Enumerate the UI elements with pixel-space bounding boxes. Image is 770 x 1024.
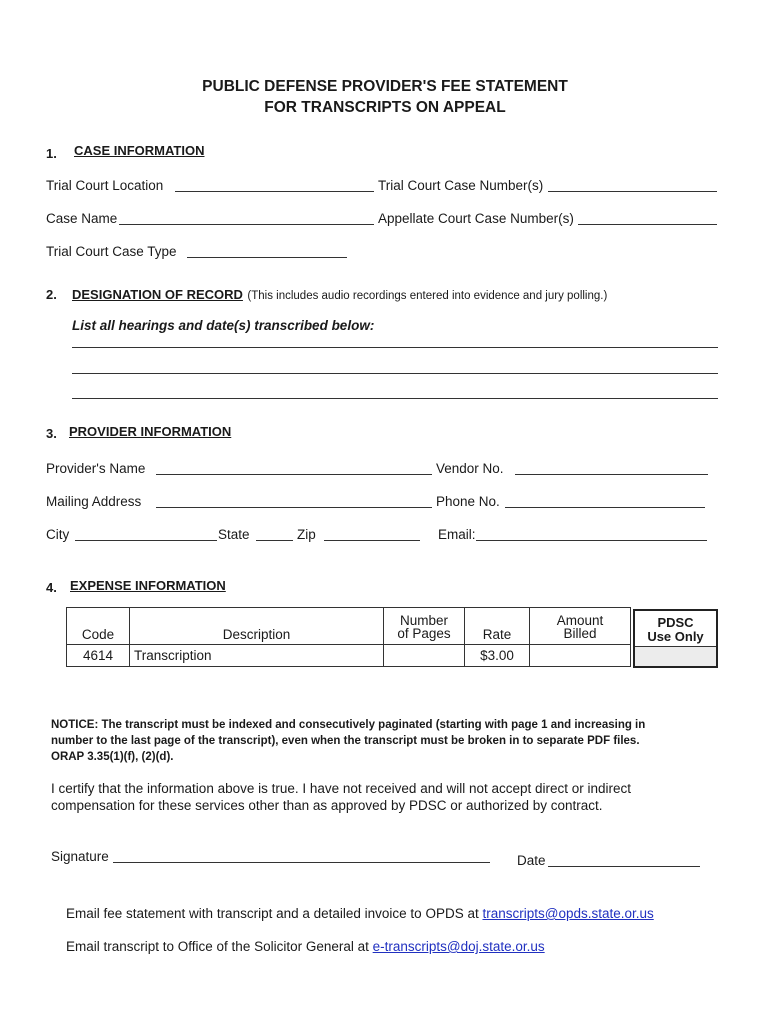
pdsc-header — [635, 611, 716, 647]
email-instruction-2-text: Email transcript to Office of the Solicitor General at — [66, 939, 373, 954]
row-amount-billed-field[interactable] — [530, 645, 631, 667]
appellate-case-number-label: Appellate Court Case Number(s) — [378, 211, 574, 226]
row-description: Transcription — [130, 645, 384, 667]
mailing-address-field[interactable] — [156, 507, 432, 508]
pdsc-line2: Use Only — [647, 629, 704, 644]
date-field[interactable] — [548, 866, 700, 867]
email-instruction-1-text: Email fee statement with transcript and a detailed invoice to OPDS at — [66, 906, 483, 921]
expense-row — [67, 645, 631, 667]
pdsc-use-only-box — [633, 609, 718, 668]
section1-number: 1. — [46, 146, 57, 161]
trial-court-location-label: Trial Court Location — [46, 178, 164, 193]
form-title-line2: FOR TRANSCRIPTS ON APPEAL — [264, 99, 506, 116]
header-billed-line1: Amount — [556, 613, 604, 628]
hearings-line-1[interactable] — [72, 347, 718, 348]
header-number-of-pages — [384, 608, 465, 645]
section4-heading-text: EXPENSE INFORMATION — [70, 578, 226, 593]
zip-label: Zip — [297, 527, 316, 542]
phone-no-field[interactable] — [505, 507, 705, 508]
trial-court-case-type-label: Trial Court Case Type — [46, 244, 177, 259]
header-pages-line1: Number — [399, 613, 448, 628]
section2-note: (This includes audio recordings entered into evidence and jury polling.) — [247, 290, 608, 302]
notice-line3: ORAP 3.35(1)(f), (2)(d). — [51, 751, 174, 763]
city-label: City — [46, 527, 70, 542]
case-name-field[interactable] — [119, 224, 374, 225]
section3-heading — [69, 424, 231, 439]
section2-heading-row — [72, 286, 607, 304]
case-name-label: Case Name — [46, 211, 118, 226]
doj-email-link[interactable]: e-transcripts@doj.state.or.us — [372, 939, 545, 954]
mailing-address-label: Mailing Address — [46, 494, 142, 509]
appellate-case-number-field[interactable] — [578, 224, 717, 225]
expense-header-row — [67, 608, 631, 645]
section1-heading — [74, 143, 204, 158]
trial-court-location-field[interactable] — [175, 191, 374, 192]
hearings-list-label: List all hearings and date(s) transcribed below: — [72, 318, 375, 333]
section2-number: 2. — [46, 287, 57, 302]
vendor-no-label: Vendor No. — [436, 461, 504, 476]
city-field[interactable] — [75, 540, 217, 541]
row-pages-field[interactable] — [384, 645, 465, 667]
expense-table — [66, 607, 631, 667]
email-instruction-2 — [66, 939, 545, 954]
opds-email-link[interactable]: transcripts@opds.state.or.us — [482, 906, 654, 921]
header-description: Description — [130, 608, 384, 645]
header-billed-line2: Billed — [563, 626, 597, 641]
section1-heading-text: CASE INFORMATION — [74, 143, 205, 158]
date-label: Date — [517, 853, 546, 868]
vendor-no-field[interactable] — [515, 474, 708, 475]
notice-line1: NOTICE: The transcript must be indexed and consecutively paginated (starting with page 1 and increasing in — [51, 719, 646, 731]
section3-number: 3. — [46, 426, 57, 441]
hearings-line-2[interactable] — [72, 373, 718, 374]
section4-heading — [70, 578, 226, 593]
phone-no-label: Phone No. — [436, 494, 500, 509]
providers-name-label: Provider's Name — [46, 461, 146, 476]
state-label: State — [218, 527, 250, 542]
section2-heading: DESIGNATION OF RECORD — [72, 287, 243, 302]
certify-line1: I certify that the information above is true. I have not received and will not accept direct or indirect — [51, 781, 632, 796]
hearings-line-3[interactable] — [72, 398, 718, 399]
email-instruction-1 — [66, 906, 654, 921]
zip-field[interactable] — [324, 540, 420, 541]
certify-line2: compensation for these services other than as approved by PDSC or authorized by contract. — [51, 798, 603, 813]
signature-label: Signature — [51, 849, 109, 864]
row-code: 4614 — [67, 645, 130, 667]
email-field[interactable] — [476, 540, 707, 541]
signature-field[interactable] — [113, 862, 490, 863]
header-code: Code — [67, 608, 130, 645]
row-rate: $3.00 — [465, 645, 530, 667]
section4-number: 4. — [46, 580, 57, 595]
trial-court-case-type-field[interactable] — [187, 257, 347, 258]
notice-line2: number to the last page of the transcript), even when the transcript must be broken in to separate PDF files. — [51, 735, 640, 747]
trial-court-case-number-field[interactable] — [548, 191, 717, 192]
email-label: Email: — [438, 527, 476, 542]
trial-court-case-number-label: Trial Court Case Number(s) — [378, 178, 544, 193]
section3-heading-text: PROVIDER INFORMATION — [69, 424, 232, 439]
header-amount-billed — [530, 608, 631, 645]
header-rate: Rate — [465, 608, 530, 645]
state-field[interactable] — [256, 540, 293, 541]
pdsc-shaded-cell — [635, 647, 716, 666]
pdsc-line1: PDSC — [657, 615, 694, 630]
providers-name-field[interactable] — [156, 474, 432, 475]
header-pages-line2: of Pages — [397, 626, 451, 641]
form-title-line1: PUBLIC DEFENSE PROVIDER'S FEE STATEMENT — [202, 78, 568, 95]
